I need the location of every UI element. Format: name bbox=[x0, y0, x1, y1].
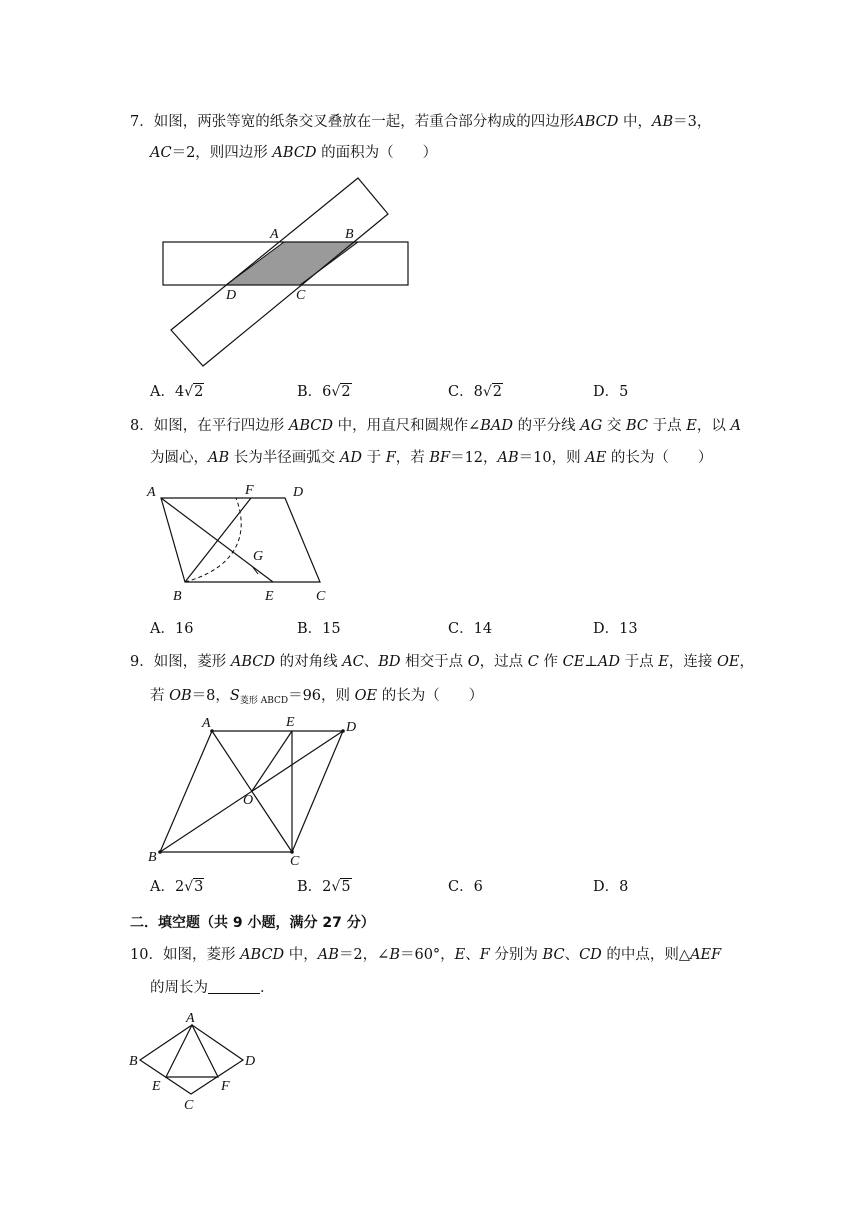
text: ＝2，∠ bbox=[338, 947, 390, 963]
text: 、 bbox=[564, 947, 580, 963]
point-c-label: C bbox=[184, 1098, 194, 1113]
var: E bbox=[454, 947, 466, 963]
var: AEF bbox=[690, 947, 722, 963]
option-key: C． bbox=[448, 621, 474, 637]
text: ． bbox=[260, 980, 275, 996]
var: BF bbox=[429, 450, 451, 466]
point-e-label: E bbox=[286, 715, 295, 730]
text: 交 bbox=[602, 418, 626, 434]
section-heading: 二．填空题（共 9 小题，满分 27 分） bbox=[130, 915, 375, 931]
point-b-label: B bbox=[129, 1054, 138, 1069]
point-d-label: D bbox=[293, 485, 304, 500]
var: AC bbox=[342, 654, 364, 670]
option-key: A． bbox=[150, 384, 175, 400]
var: AB bbox=[317, 947, 339, 963]
text: ＝12， bbox=[450, 450, 498, 466]
var: OB bbox=[169, 688, 192, 704]
point-g-label: G bbox=[253, 549, 264, 564]
var: A bbox=[730, 418, 741, 434]
text: ＝3， bbox=[673, 114, 712, 130]
text: 8．如图，在平行四边形 bbox=[130, 418, 289, 434]
var: AB bbox=[651, 114, 674, 130]
text: ，连接 bbox=[668, 654, 717, 670]
text: 相交于点 bbox=[400, 654, 468, 670]
text: 的中点，则△ bbox=[601, 947, 691, 963]
point-d-label: D bbox=[245, 1054, 256, 1069]
var: BD bbox=[378, 654, 401, 670]
point-f-label: F bbox=[221, 1079, 230, 1094]
text: 7．如图，两张等宽的纸条交叉叠放在一起，若重合部分构成的四边形 bbox=[130, 114, 575, 130]
coef: 2 bbox=[322, 879, 332, 895]
option-text: 16 bbox=[174, 621, 194, 637]
text: 的面积为（ ） bbox=[316, 145, 438, 161]
option-text: 5 bbox=[619, 384, 629, 400]
sqrt-icon: √5 bbox=[331, 879, 351, 895]
point-c-label: C bbox=[296, 288, 306, 303]
point-a-label: A bbox=[147, 485, 156, 500]
text: 中， bbox=[284, 947, 318, 963]
point-d-label: D bbox=[346, 720, 357, 735]
point-b-label: B bbox=[173, 589, 182, 604]
text: 分别为 bbox=[489, 947, 543, 963]
option-key: D． bbox=[593, 384, 620, 400]
point-c-label: C bbox=[316, 589, 326, 604]
var: S bbox=[229, 688, 240, 704]
subscript: 菱形 ABCD bbox=[239, 696, 289, 706]
var: E bbox=[686, 418, 697, 434]
text: ，若 bbox=[395, 450, 430, 466]
coef: 6 bbox=[322, 384, 332, 400]
radicand: 2 bbox=[194, 384, 204, 400]
var: AG bbox=[580, 418, 603, 434]
text: 于 bbox=[361, 450, 386, 466]
text: 的长为（ ） bbox=[606, 450, 713, 466]
option-text: 14 bbox=[473, 621, 493, 637]
var: C bbox=[527, 654, 539, 670]
text: 中，用直尺和圆规作∠ bbox=[332, 418, 481, 434]
option-key: B． bbox=[297, 621, 323, 637]
var: AB bbox=[208, 450, 230, 466]
point-a-label: A bbox=[270, 227, 279, 242]
text: 、 bbox=[363, 654, 379, 670]
text: 为圆心， bbox=[150, 450, 208, 466]
radicand: 3 bbox=[194, 879, 204, 895]
text: ＝60°， bbox=[399, 947, 455, 963]
text: 于点 bbox=[620, 654, 659, 670]
text: 的对角线 bbox=[274, 654, 343, 670]
var: AE bbox=[585, 450, 607, 466]
var: BAD bbox=[480, 418, 513, 434]
text: ＝2，则四边形 bbox=[171, 145, 273, 161]
text: 于点 bbox=[648, 418, 687, 434]
option-key: C． bbox=[448, 879, 474, 895]
text: 长为半径画弧交 bbox=[229, 450, 340, 466]
option-key: B． bbox=[297, 879, 323, 895]
option-text: 8 bbox=[619, 879, 629, 895]
var: BC bbox=[542, 947, 565, 963]
point-e-label: E bbox=[152, 1079, 161, 1094]
option-key: D． bbox=[593, 879, 620, 895]
var: CE bbox=[562, 654, 585, 670]
var: ABCD bbox=[574, 114, 619, 130]
option-key: A． bbox=[150, 879, 175, 895]
option-text: 6 bbox=[473, 879, 483, 895]
var: F bbox=[385, 450, 396, 466]
point-a-label: A bbox=[186, 1011, 195, 1026]
coef: 8 bbox=[473, 384, 483, 400]
var: ABCD bbox=[272, 145, 317, 161]
option-text: 13 bbox=[619, 621, 638, 637]
var: O bbox=[467, 654, 480, 670]
text: ⊥ bbox=[584, 654, 598, 670]
point-b-label: B bbox=[345, 227, 354, 242]
text: 的长为（ ） bbox=[377, 688, 484, 704]
var: AD bbox=[339, 450, 362, 466]
text: ＝10，则 bbox=[518, 450, 586, 466]
sqrt-icon: √2 bbox=[482, 384, 502, 400]
var: ABCD bbox=[288, 418, 333, 434]
triangle-aef bbox=[166, 1025, 218, 1077]
point-f-label: F bbox=[245, 483, 254, 498]
option-text: 15 bbox=[322, 621, 341, 637]
sqrt-icon: √3 bbox=[184, 879, 204, 895]
var: ABCD bbox=[240, 947, 285, 963]
point-c-label: C bbox=[290, 854, 300, 869]
sqrt-icon: √2 bbox=[331, 384, 351, 400]
text: ＝96，则 bbox=[288, 688, 355, 704]
text: 中， bbox=[618, 114, 652, 130]
option-key: B． bbox=[297, 384, 323, 400]
point-b-label: B bbox=[148, 850, 157, 865]
radicand: 2 bbox=[341, 384, 351, 400]
text: 作 bbox=[538, 654, 563, 670]
option-key: C． bbox=[448, 384, 474, 400]
text: ，过点 bbox=[479, 654, 528, 670]
text: 的周长为 bbox=[150, 980, 208, 996]
var: F bbox=[479, 947, 490, 963]
radicand: 2 bbox=[492, 384, 502, 400]
text: ，以 bbox=[696, 418, 731, 434]
text: 9．如图，菱形 bbox=[130, 654, 231, 670]
text: ， bbox=[739, 654, 754, 670]
var: B bbox=[389, 947, 400, 963]
var: AD bbox=[597, 654, 621, 670]
point-e-label: E bbox=[265, 589, 274, 604]
text: 的平分线 bbox=[513, 418, 581, 434]
text: 10．如图，菱形 bbox=[130, 947, 241, 963]
var: OE bbox=[716, 654, 740, 670]
radicand: 5 bbox=[341, 879, 351, 895]
var: CD bbox=[579, 947, 602, 963]
var: ABCD bbox=[230, 654, 275, 670]
sqrt-icon: √2 bbox=[184, 384, 204, 400]
var: E bbox=[658, 654, 669, 670]
text: 若 bbox=[150, 688, 170, 704]
var: OE bbox=[354, 688, 378, 704]
point-a-label: A bbox=[202, 716, 211, 731]
text: 、 bbox=[465, 947, 480, 963]
var: AC bbox=[150, 145, 172, 161]
coef: 4 bbox=[174, 384, 185, 400]
option-key: A． bbox=[150, 621, 175, 637]
var: AB bbox=[497, 450, 519, 466]
text: ＝8， bbox=[191, 688, 230, 704]
option-key: D． bbox=[593, 621, 620, 637]
coef: 2 bbox=[174, 879, 185, 895]
point-o-label: O bbox=[243, 793, 254, 808]
var: BC bbox=[626, 418, 649, 434]
point-d-label: D bbox=[226, 288, 237, 303]
